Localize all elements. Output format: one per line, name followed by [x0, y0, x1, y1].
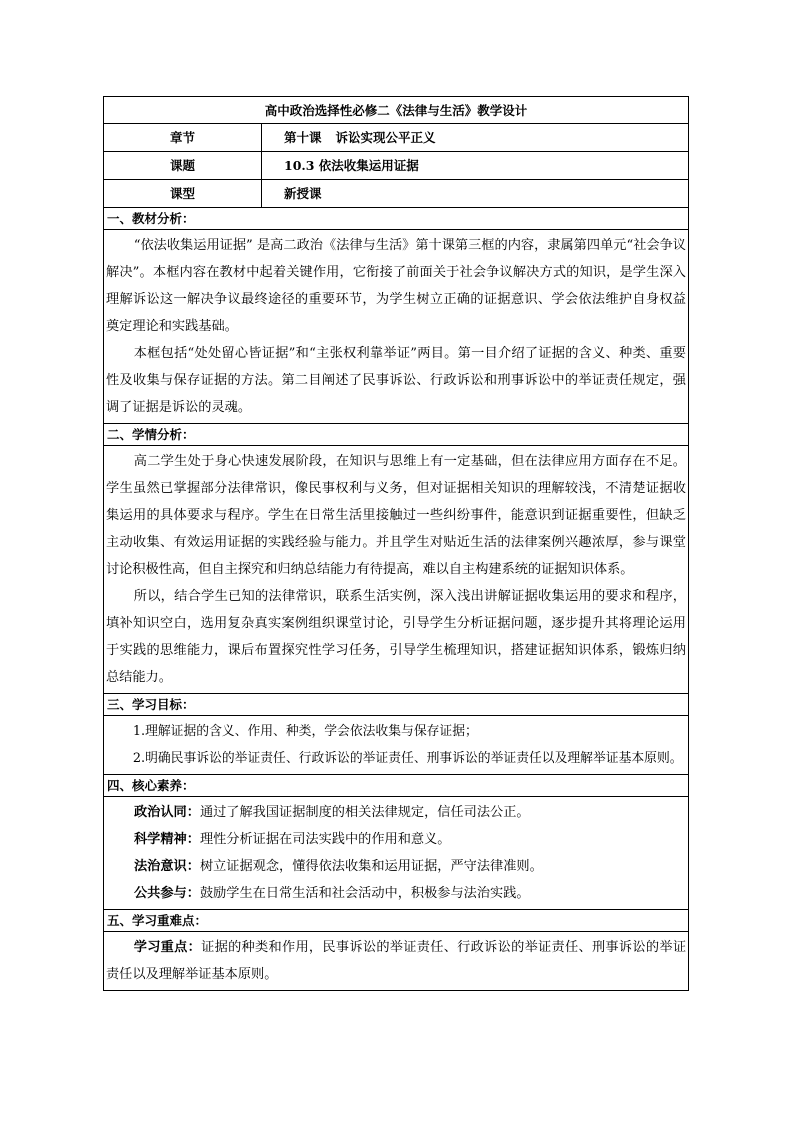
literacy-item	[106, 826, 686, 853]
literacy-text: 理性分析证据在司法实践中的作用和意义。	[199, 832, 451, 847]
info-row-topic	[104, 152, 688, 180]
section-body-goals	[104, 716, 688, 775]
literacy-item	[106, 853, 686, 880]
literacy-label: 政治认同：	[134, 805, 200, 820]
lesson-design-table	[103, 96, 689, 991]
goal-item: 2.明确民事诉讼的举证责任、行政诉讼的举证责任、刑事诉讼的举证责任以及理解举证基本原则。	[132, 751, 683, 766]
section-body-keypoints	[104, 932, 688, 990]
goal-item: 1.理解证据的含义、作用、种类，学会依法收集与保存证据；	[132, 724, 478, 739]
paragraph: 本框包括“处处留心皆证据”和“主张权利靠举证”两目。第一目介绍了证据的含义、种类、重要性及收集与保存证据的方法。第二目阐述了民事诉讼、行政诉讼和刑事诉讼中的举证责任规定，强调了证据是诉讼的灵魂。	[106, 346, 686, 415]
keypoints-label: 学习重点：	[133, 940, 202, 955]
paragraph: 高二学生处于身心快速发展阶段，在知识与思维上有一定基础，但在法律应用方面存在不足。学生虽然已掌握部分法律常识，像民事权利与义务，但对证据相关知识的理解较浅，不清楚证据收集运用的具体要求与程序。学生在日常生活里接触过一些纠纷事件，能意识到证据重要性，但缺乏主动收集、有效运用证据的实践经验与能力。并且学生对贴近生活的法律案例兴趣浓厚，参与课堂讨论积极性高，但自主探究和归纳总结能力有待提高，难以自主构建系统的证据知识体系。	[106, 454, 686, 577]
paragraph: 所以，结合学生已知的法律常识，联系生活实例，深入浅出讲解证据收集运用的要求和程序，填补知识空白，选用复杂真实案例组织课堂讨论，引导学生分析证据问题，逐步提升其将理论运用于实践的思维能力，课后布置探究性学习任务，引导学生梳理知识，搭建证据知识体系，锻炼归纳总结能力。	[106, 589, 686, 685]
literacy-label: 法治意识：	[134, 859, 200, 874]
section-body-analysis	[104, 230, 688, 424]
section-body-literacy	[104, 797, 688, 910]
info-value: 新授课	[284, 186, 322, 201]
section-heading-goals: 三、学习目标：	[104, 694, 688, 716]
literacy-text: 鼓励学生在日常生活和社会活动中，积极参与法治实践。	[199, 886, 530, 901]
section-body-students	[104, 446, 688, 694]
document-title: 高中政治选择性必修二《法律与生活》教学设计	[104, 97, 688, 124]
chapter-title: 诉讼实现公平正义	[335, 130, 436, 145]
literacy-label: 公共参与：	[134, 886, 200, 901]
info-value: 10.3 依法收集运用证据	[284, 158, 419, 173]
info-label: 章节	[104, 124, 262, 151]
section-heading-analysis: 一、教材分析：	[104, 208, 688, 230]
keypoints-text: 证据的种类和作用，民事诉讼的举证责任、行政诉讼的举证责任、刑事诉讼的举证责任以及理解举证基本原则。	[106, 940, 687, 982]
keypoints-paragraph	[106, 934, 686, 988]
literacy-text: 树立证据观念，懂得依法收集和运用证据，严守法律准则。	[199, 859, 543, 874]
info-row-type	[104, 180, 688, 208]
literacy-item	[106, 880, 686, 907]
info-value	[262, 124, 688, 151]
info-row-chapter	[104, 124, 688, 152]
paragraph: “依法收集运用证据” 是高二政治《法律与生活》第十课第三框的内容，隶属第四单元“社会争议解决”。本框内容在教材中起着关键作用，它衔接了前面关于社会争议解决方式的知识，是学生深入理解诉讼这一解决争议最终途径的重要环节，为学生树立正确的证据意识、学会依法维护自身权益奠定理论和实践基础。	[106, 238, 686, 334]
info-label: 课题	[104, 152, 262, 179]
literacy-text: 通过了解我国证据制度的相关法律规定，信任司法公正。	[199, 805, 530, 820]
literacy-item	[106, 799, 686, 826]
section-heading-keypoints: 五、学习重难点：	[104, 910, 688, 932]
section-heading-students: 二、学情分析：	[104, 424, 688, 446]
literacy-label: 科学精神：	[134, 832, 200, 847]
section-heading-literacy: 四、核心素养：	[104, 775, 688, 797]
chapter-number: 第十课	[284, 130, 322, 145]
info-label: 课型	[104, 180, 262, 207]
